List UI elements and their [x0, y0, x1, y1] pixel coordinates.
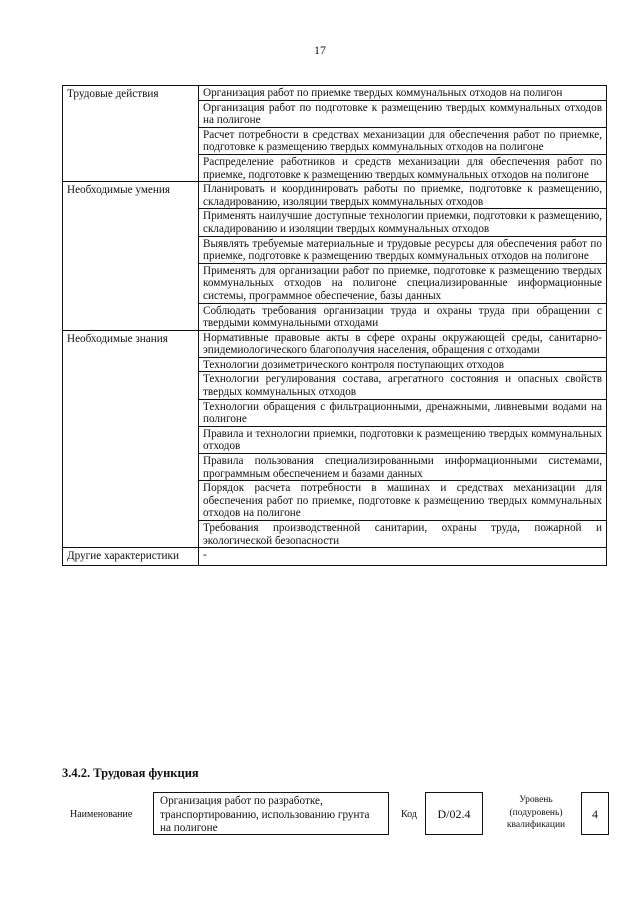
table-row [63, 330, 607, 357]
table-cell: Технологии обращения с фильтрационными, дренажными, ливневыми водами на полигоне [199, 399, 607, 426]
table-cell: Планировать и координировать работы по приемке, подготовке к размещению, складированию, изоляции твердых коммунальных отходов [199, 182, 607, 209]
table-row [63, 548, 607, 566]
table-row [63, 182, 607, 209]
row-label-other: Другие характеристики [63, 548, 199, 566]
table-cell: Технологии регулирования состава, агрегатного состояния и опасных свойств твердых коммунальных отходов [199, 372, 607, 399]
name-label: Наименование [70, 809, 133, 820]
row-label-knowledge: Необходимые знания [63, 330, 199, 548]
function-name-box: Организация работ по разработке, транспортированию, использованию грунта на полигоне [153, 792, 389, 835]
table-cell: Применять наилучшие доступные технологии приемки, подготовки к размещению, складированию и изоляции твердых коммунальных отходов [199, 209, 607, 236]
section-title: 3.4.2. Трудовая функция [62, 766, 199, 780]
table-cell: Технологии дозиметрического контроля поступающих отходов [199, 357, 607, 372]
table-row [63, 86, 607, 101]
row-label-skills: Необходимые умения [63, 182, 199, 331]
page-number: 17 [314, 43, 326, 57]
row-label-actions: Трудовые действия [63, 86, 199, 182]
qualification-level-box: 4 [581, 792, 609, 835]
table-cell: Расчет потребности в средствах механизации для обеспечения работ по приемке, подготовке к размещению твердых коммунальных отходов на полигоне [199, 127, 607, 154]
table-cell: Требования производственной санитарии, охраны труда, пожарной и экологической безопасности [199, 521, 607, 548]
table-cell: Порядок расчета потребности в машинах и средствах механизации для обеспечения работ по приемке, подготовке к размещению твердых коммунальных отходов на полигоне [199, 481, 607, 521]
qualification-level-label: Уровень (подуровень) квалификации [506, 795, 566, 830]
table-cell: Организация работ по подготовке к размещению твердых коммунальных отходов на полигоне [199, 100, 607, 127]
table-cell: Выявлять требуемые материальные и трудовые ресурсы для обеспечения работ по приемке, подготовке к размещению твердых коммунальных отходов на полигоне [199, 236, 607, 263]
table-cell: Организация работ по приемке твердых коммунальных отходов на полигон [199, 86, 607, 101]
table-cell: - [199, 548, 607, 566]
requirements-table [62, 85, 607, 566]
table-cell: Соблюдать требования организации труда и охраны труда при обращении с твердыми коммунальными отходами [199, 303, 607, 330]
table-cell: Распределение работников и средств механизации для обеспечения работ по приемке, подготовке к размещению твердых коммунальных отходов на полигоне [199, 154, 607, 181]
table-cell: Правила пользования специализированными информационными системами, программным обеспечением и базами данных [199, 454, 607, 481]
function-code-box: D/02.4 [425, 792, 483, 835]
table-cell: Применять для организации работ по приемке, подготовке к размещению твердых коммунальных отходов на полигоне специализированные информационные системы, программное обеспечение, базы данных [199, 263, 607, 303]
table-cell: Правила и технологии приемки, подготовки к размещению твердых коммунальных отходов [199, 426, 607, 453]
code-label: Код [401, 809, 417, 820]
table-cell: Нормативные правовые акты в сфере охраны окружающей среды, санитарно-эпидемиологического благополучия населения, обращения с отходами [199, 330, 607, 357]
